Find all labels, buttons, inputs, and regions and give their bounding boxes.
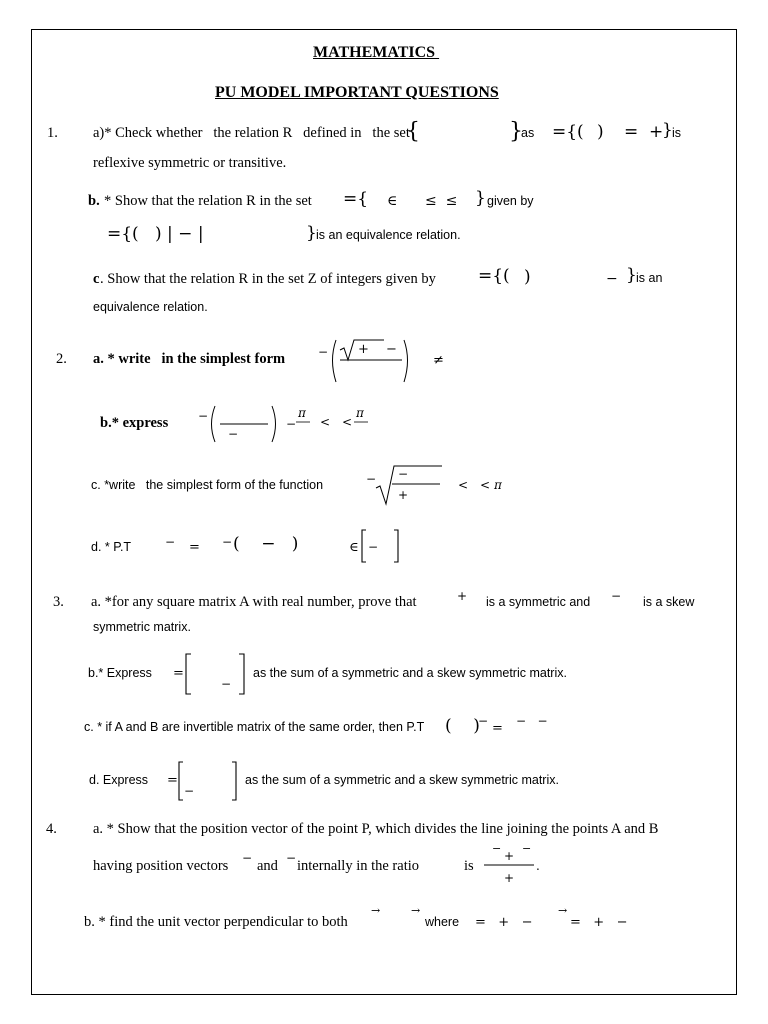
q3a-skew: is a skew bbox=[643, 595, 695, 609]
q4b-eq1: = + − bbox=[475, 915, 533, 930]
q1c-rel-close: } bbox=[626, 265, 637, 285]
q4b-vec-arrow3: → bbox=[558, 904, 568, 917]
q3b-tail: as the sum of a symmetric and a skew symmetric matrix. bbox=[253, 666, 567, 680]
q1-number: 1. bbox=[47, 125, 58, 141]
q2b-inverse: − bbox=[198, 409, 209, 423]
q1c-line2: equivalence relation. bbox=[93, 300, 208, 314]
svg-text:<: < bbox=[342, 415, 353, 429]
svg-text:+: + bbox=[398, 488, 409, 502]
svg-text:−: − bbox=[398, 467, 409, 481]
q4a-vec-b: − bbox=[286, 851, 297, 865]
q3b-equals: = bbox=[173, 666, 184, 681]
q4b-where: where bbox=[425, 915, 460, 929]
q1a-text: a)* Check whether the relation R defined in the set bbox=[93, 125, 410, 141]
svg-text:<: < bbox=[480, 478, 491, 492]
q2c-expression bbox=[372, 462, 512, 508]
q3d-equals: = bbox=[167, 773, 178, 788]
q1c-rel-paren: ) bbox=[524, 267, 531, 287]
q3b-matrix bbox=[183, 652, 253, 696]
q2c-text: c. *write the simplest form of the function bbox=[91, 478, 324, 492]
svg-text:−: − bbox=[492, 842, 502, 855]
q2d-equals: = bbox=[189, 540, 200, 555]
q4b-vec-arrow2: → bbox=[411, 904, 421, 917]
q3a-text: a. *for any square matrix A with real number, prove that bbox=[91, 594, 417, 610]
q2d-inverse2: − bbox=[222, 535, 233, 549]
q2-number: 2. bbox=[56, 351, 67, 367]
q1b-rel-mid: ) | − | bbox=[155, 224, 204, 244]
page-subtitle: PU MODEL IMPORTANT QUESTIONS bbox=[215, 84, 499, 101]
q3a-sym: is a symmetric and bbox=[486, 595, 591, 609]
svg-text:−: − bbox=[221, 677, 232, 691]
q2d-paren: ( − ) bbox=[233, 534, 299, 554]
q1b-text: * Show that the relation R in the set bbox=[104, 193, 312, 209]
svg-text:π: π bbox=[494, 478, 502, 492]
svg-text:+: + bbox=[358, 342, 369, 357]
q1c-label: c bbox=[93, 271, 100, 287]
q3a-minus: − bbox=[611, 589, 622, 603]
q4-number: 4. bbox=[46, 821, 57, 837]
q1b-rel-open: ={( bbox=[107, 224, 139, 244]
q3d-text: d. Express bbox=[89, 773, 149, 787]
q1c-text: . Show that the relation R in the set Z of integers given by bbox=[100, 271, 436, 287]
q1a-paren-close: ) bbox=[597, 122, 604, 142]
q1a-line2: reflexive symmetric or transitive. bbox=[93, 155, 287, 171]
q2a-expression bbox=[328, 336, 418, 386]
q1a-is: is bbox=[672, 126, 682, 140]
page-title: MATHEMATICS bbox=[313, 44, 440, 61]
q4a-and: and bbox=[257, 858, 278, 874]
q3c-inverse2: − − bbox=[516, 714, 548, 728]
q1b-set-close: } bbox=[475, 188, 486, 208]
q1c-rel-open: ={( bbox=[478, 266, 510, 286]
svg-text:π: π bbox=[298, 406, 306, 420]
q3c-text: c. * if A and B are invertible matrix of the same order, then P.T bbox=[84, 720, 425, 734]
q4b-vec-arrow1: → bbox=[371, 904, 381, 917]
q2a-neq: ≠ bbox=[433, 353, 444, 368]
q3c-paren: ( ) bbox=[445, 716, 480, 736]
q1a-brace-open: { bbox=[406, 119, 420, 144]
page-border bbox=[31, 29, 737, 995]
svg-text:<: < bbox=[320, 415, 331, 429]
q2d-inverse1: − bbox=[165, 535, 176, 549]
q3a-line2: symmetric matrix. bbox=[93, 620, 191, 634]
q3a-plus: + bbox=[457, 589, 468, 603]
q3d-tail: as the sum of a symmetric and a skew symmetric matrix. bbox=[245, 773, 559, 787]
q4b-text: b. * find the unit vector perpendicular to both bbox=[84, 914, 348, 930]
q2a-inverse: − bbox=[318, 345, 329, 359]
q3c-equals: = bbox=[492, 721, 503, 736]
svg-text:−: − bbox=[368, 540, 379, 554]
svg-text:−: − bbox=[286, 417, 297, 431]
q1b-set-open: ={ bbox=[343, 189, 369, 209]
q4a-ratio-formula bbox=[478, 840, 548, 886]
svg-text:π: π bbox=[356, 406, 364, 420]
svg-text:−: − bbox=[386, 342, 397, 357]
q3b-text: b.* Express bbox=[88, 666, 152, 680]
svg-text:.: . bbox=[536, 859, 540, 873]
q2a-text: a. * write in the simplest form bbox=[93, 351, 286, 367]
q2c-inverse: − bbox=[366, 472, 377, 486]
svg-text:+: + bbox=[504, 871, 515, 885]
q1b-set-le: ≤ ≤ bbox=[425, 193, 458, 209]
q2d-text: d. * P.T bbox=[91, 540, 132, 554]
q2b-expression bbox=[206, 402, 376, 446]
q4a-line2: having position vectors bbox=[93, 858, 229, 874]
q1a-equals-brace: ={( bbox=[552, 122, 584, 142]
q2d-in: ∈ bbox=[349, 540, 359, 555]
q3d-matrix bbox=[176, 760, 242, 802]
q1a-as: as bbox=[521, 126, 535, 140]
svg-text:−: − bbox=[228, 427, 239, 441]
q4a-vec-a: − bbox=[242, 851, 253, 865]
q1a-eq-plus: = + bbox=[624, 122, 664, 142]
q2d-interval bbox=[360, 528, 406, 564]
q1c-rel-minus: − bbox=[606, 271, 618, 287]
q4a-internally: internally in the ratio bbox=[297, 858, 420, 874]
q1a-brace-close2: } bbox=[662, 120, 673, 140]
q1b-rel-close: } bbox=[306, 223, 317, 243]
q4b-eq2: = + − bbox=[570, 915, 628, 930]
q1c-isan: is an bbox=[636, 271, 663, 285]
q1b-equiv: is an equivalence relation. bbox=[316, 228, 461, 242]
q3-number: 3. bbox=[53, 594, 64, 610]
q4a-text: a. * Show that the position vector of the point P, which divides the line joining the points A and B bbox=[93, 821, 659, 837]
q1a-brace-close: } bbox=[509, 119, 523, 144]
q4a-is: is bbox=[464, 858, 474, 874]
q1b-set-in: ∈ bbox=[387, 193, 398, 209]
q2b-text: b.* express bbox=[100, 415, 169, 431]
q1b-given: given by bbox=[487, 194, 534, 208]
q1b-label: b. bbox=[88, 193, 100, 209]
svg-text:−: − bbox=[522, 842, 532, 855]
svg-text:<: < bbox=[458, 478, 469, 492]
svg-text:−: − bbox=[184, 784, 195, 798]
svg-text:+: + bbox=[504, 849, 515, 863]
q3c-inverse: − bbox=[478, 714, 489, 728]
